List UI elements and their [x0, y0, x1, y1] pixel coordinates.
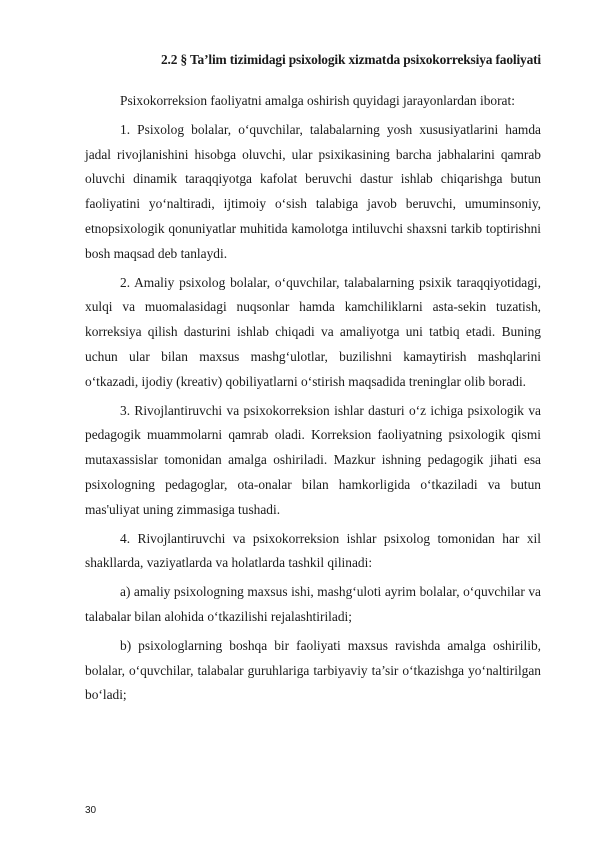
paragraph-item-1: 1. Psixolog bolalar, o‘quvchilar, talabalarning yosh xususiyatlarini hamda jadal rivojlanishini hisobga oluvchi, ular psixikasining barcha jabhalarini qamrab oluvchi dinamik taraqqiyotga kafolat beruvchi dastur ishlab chiqarishga butun faoliyatini yo‘naltiradi, ijtimoiy o‘sish talabiga javob beruvchi, umuminsoniy, etnopsixologik qonuniyatlar muhitida kamolotga intiluvchi shaxsni tarkib toptirishni bosh maqsad deb tanlaydi.: [85, 121, 541, 261]
paragraph-item-2: 2. Amaliy psixolog bolalar, o‘quvchilar, talabalarning psixik taraqqiyotidagi, xulqi va muomalasidagi nuqsonlar hamda kamchiliklarni asta-sekin tuzatish, korreksiya qilish dasturini ishlab chiqadi va amaliyotga uni tatbiq etadi. Buning uchun ular bilan maxsus mashg‘ulotlar, buzilishni kamaytirish mashqlarini o‘tkazadi, ijodiy (kreativ) qobiliyatlarni o‘stirish maqsadida treninglar olib boradi.: [85, 274, 541, 389]
paragraph-item-b: b) psixologlarning boshqa bir faoliyati maxsus ravishda amalga oshirilib, bolalar, o‘quvchilar, talabalar guruhlariga tarbiyaviy ta’sir o‘tkazishga yo‘naltirilgan bo‘ladi;: [85, 637, 541, 703]
paragraph-item-a: a) amaliy psixologning maxsus ishi, mashg‘uloti ayrim bolalar, o‘quvchilar va talabalar bilan alohida o‘tkazilishi rejalashtiriladi;: [85, 584, 541, 624]
paragraph-intro: Psixokorreksion faoliyatni amalga oshirish quyidagi jarayonlardan iborat:: [120, 93, 515, 108]
paragraph-item-4: 4. Rivojlantiruvchi va psixokorreksion ishlar psixolog tomonidan har xil shakllarda, vaziyatlarda va holatlarda tashkil qilinadi:: [85, 530, 541, 571]
section-heading: 2.2 § Ta’lim tizimidagi psixologik xizmatda psixokorreksiya faoliyati: [161, 52, 541, 67]
body-text: [85, 89, 541, 708]
paragraph-item-3: 3. Rivojlantiruvchi va psixokorreksion ishlar dasturi o‘z ichiga psixologik va pedagogik muammolarni qamrab oladi. Korreksion faoliyatning psixologik qismi mutaxassislar tomonidan amalga oshiriladi. Mazkur ishning pedagogik jihati esa psixologning pedagoglar, ota-onalar bilan hamkorligida o‘tkaziladi va butun mas'uliyat uning zimmasiga tushadi.: [85, 402, 541, 517]
page-number: 30: [85, 805, 97, 816]
